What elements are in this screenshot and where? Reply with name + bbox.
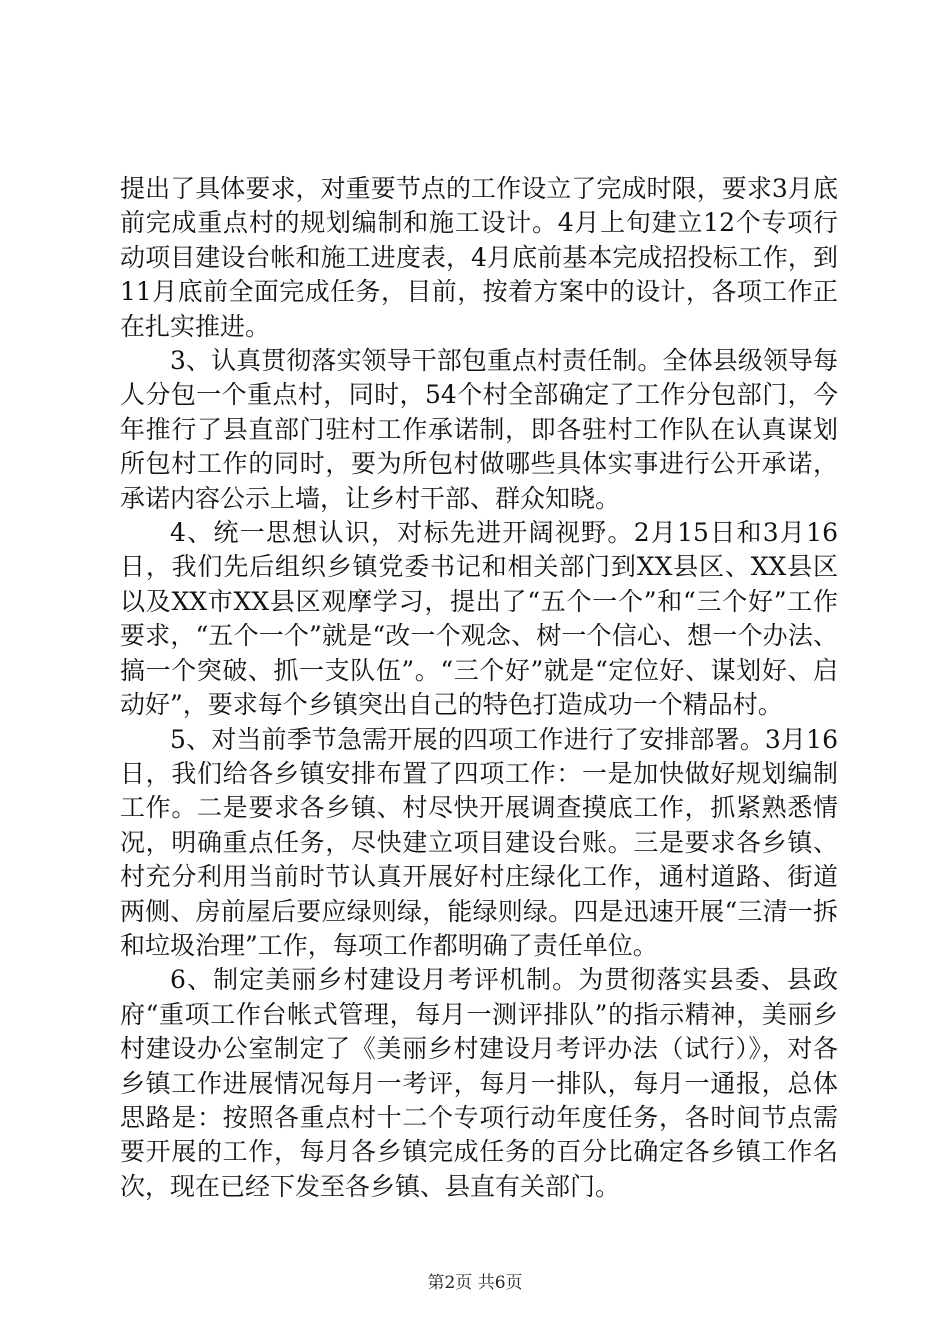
document-body	[120, 172, 838, 1204]
paragraph-item-4: 4、统一思想认识，对标先进开阔视野。2月15日和3月16日，我们先后组织乡镇党委书记和相关部门到XX县区、XX县区以及XX市XX县区观摩学习，提出了“五个一个”和“三个好”工作要求，“五个一个”就是“改一个观念、树一个信心、想一个办法、搞一个突破、抓一支队伍”。“三个好”就是“定位好、谋划好、启动好”，要求每个乡镇突出自己的特色打造成功一个精品村。	[120, 518, 838, 720]
paragraph-item-5: 5、对当前季节急需开展的四项工作进行了安排部署。3月16日，我们给各乡镇安排布置了四项工作：一是加快做好规划编制工作。二是要求各乡镇、村尽快开展调查摸底工作，抓紧熟悉情况，明确重点任务，尽快建立项目建设台账。三是要求各乡镇、村充分利用当前时节认真开展好村庄绿化工作，通村道路、街道两侧、房前屋后要应绿则绿，能绿则绿。四是迅速开展“三清一拆和垃圾治理”工作，每项工作都明确了责任单位。	[120, 724, 838, 960]
page-number-footer: 第2页 共6页	[427, 1273, 523, 1293]
paragraph-item-6: 6、制定美丽乡村建设月考评机制。为贯彻落实县委、县政府“重项工作台帐式管理，每月一测评排队”的指示精神，美丽乡村建设办公室制定了《美丽乡村建设月考评办法（试行）》，对各乡镇工作进展情况每月一考评，每月一排队，每月一通报，总体思路是：按照各重点村十二个专项行动年度任务，各时间节点需要开展的工作，每月各乡镇完成任务的百分比确定各乡镇工作名次，现在已经下发至各乡镇、县直有关部门。	[120, 965, 838, 1201]
paragraph-item-3: 3、认真贯彻落实领导干部包重点村责任制。全体县级领导每人分包一个重点村，同时，54个村全部确定了工作分包部门，今年推行了县直部门驻村工作承诺制，即各驻村工作队在认真谋划所包村工作的同时，要为所包村做哪些具体实事进行公开承诺，承诺内容公示上墙，让乡村干部、群众知晓。	[120, 346, 838, 513]
paragraph-continuation: 提出了具体要求，对重要节点的工作设立了完成时限，要求3月底前完成重点村的规划编制和施工设计。4月上旬建立12个专项行动项目建设台帐和施工进度表，4月底前基本完成招投标工作，到11月底前全面完成任务，目前，按着方案中的设计，各项工作正在扎实推进。	[120, 174, 838, 341]
